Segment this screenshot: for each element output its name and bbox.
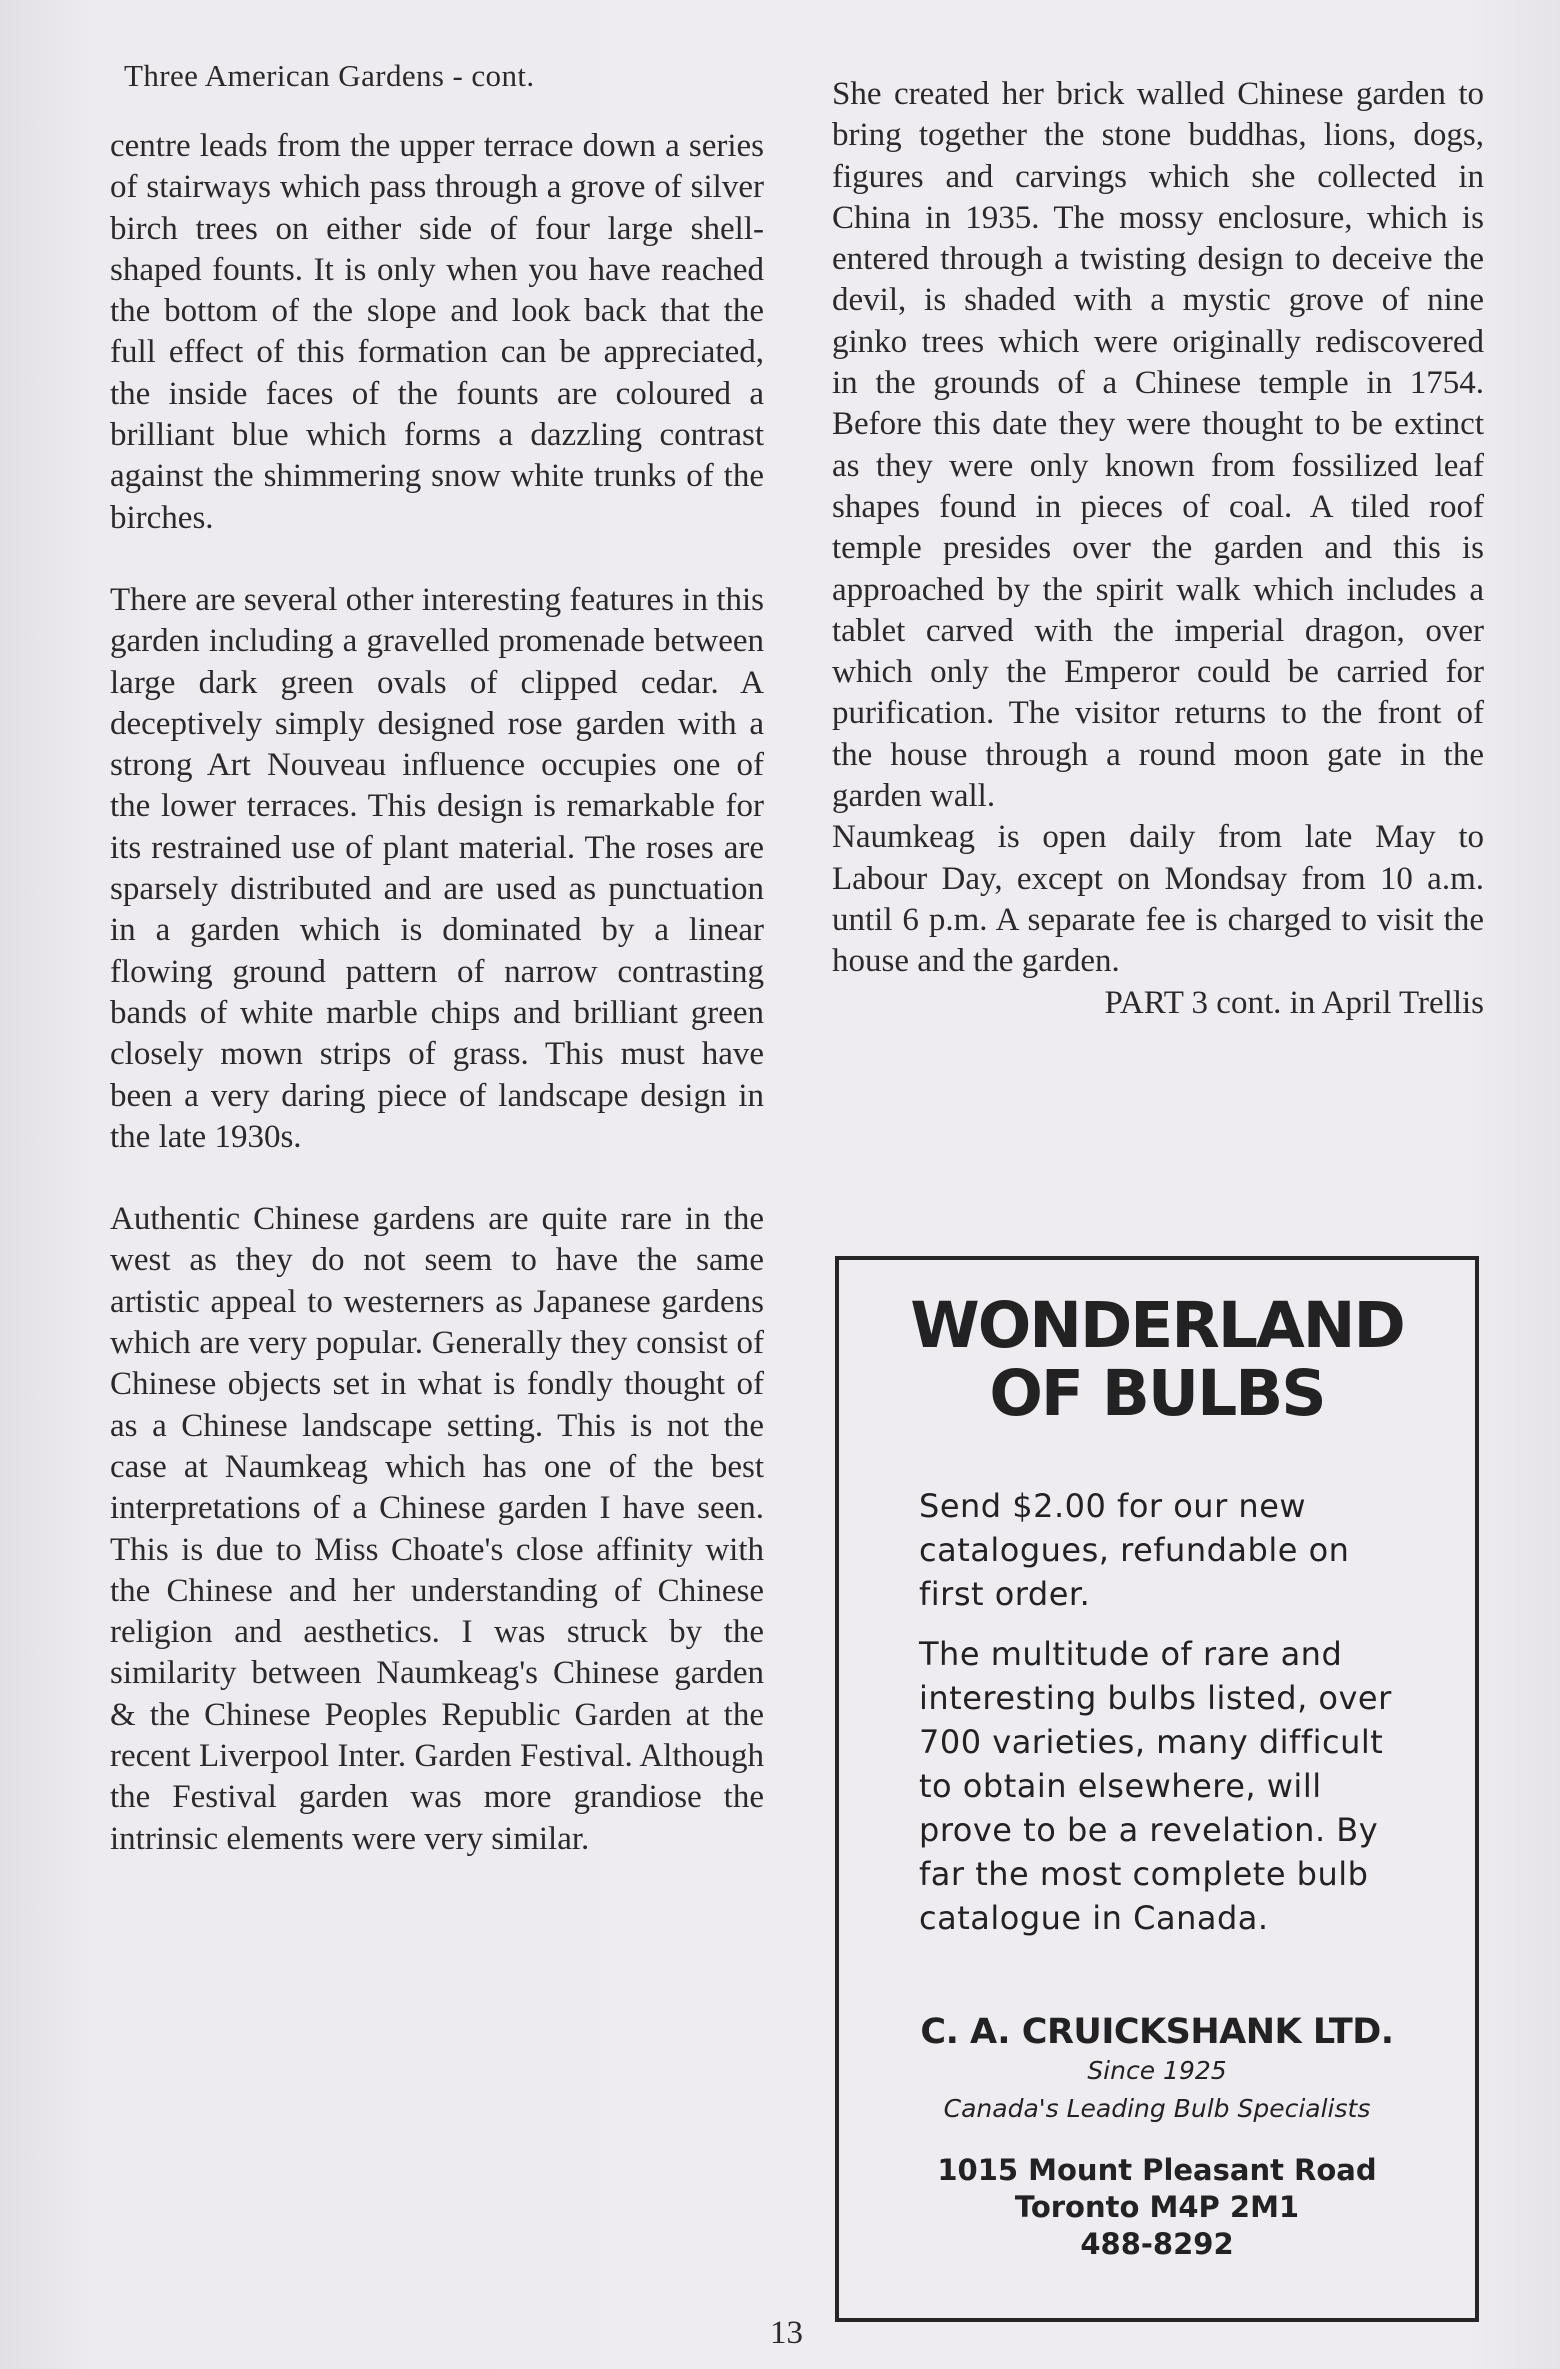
advertisement-box	[835, 1256, 1479, 2322]
ad-offer-text: Send $2.00 for our new catalogues, refundable on first order.	[919, 1487, 1350, 1613]
paragraph: Naumkeag is open daily from late May to Labour Day, except on Mondsay from 10 a.m. until 6 p.m. A separate fee is charged to visit the house and the garden.	[832, 819, 1484, 980]
phone-number: 488-8292	[1080, 2227, 1234, 2261]
paragraph: centre leads from the upper terrace down a series of stairways which pass through a grove of silver birch trees on either side of four large shell-shaped founts. It is only when you have reached the bottom of the slope and look back that the full effect of this formation can be appreciated, the inside faces of the founts are coloured a brilliant blue which forms a dazzling contrast against the shimmering snow white trunks of the birches.	[110, 128, 764, 536]
ad-title-line: OF BULBS	[989, 1357, 1325, 1430]
company-name: C. A. CRUICKSHANK LTD.	[920, 2012, 1394, 2052]
ad-title	[839, 1289, 1475, 1430]
paragraph: Authentic Chinese gardens are quite rare in the west as they do not seem to have the same artistic appeal to westerners as Japanese gardens which are very popular. Generally they consist of Chinese objects set in what is fondly thought of as a Chinese landscape setting. This is not the case at Naumkeag which has one of the best interpretations of a Chinese garden I have seen. This is due to Miss Choate's close affinity with the Chinese and her understanding of Chinese religion and aesthetics. I was struck by the similarity between Naumkeag's Chinese garden & the Chinese Peoples Republic Garden at the recent Liverpool Inter. Garden Festival. Although the Festival garden was more grandiose the intrinsic elements were very similar.	[110, 1201, 764, 1857]
right-column	[832, 74, 1484, 1024]
company-since: Since 1925	[1087, 2056, 1227, 2085]
company-specialty: Canada's Leading Bulb Specialists	[943, 2094, 1371, 2123]
paragraph: There are several other interesting features in this garden including a gravelled promenade between large dark green ovals of clipped cedar. A deceptively simply designed rose garden with a strong Art Nouveau influence occupies one of the lower terraces. This design is remarkable for its restrained use of plant material. The roses are sparsely distributed and are used as punctuation in a garden which is dominated by a linear flowing ground pattern of narrow contrasting bands of white marble chips and brilliant green closely mown strips of grass. This must have been a very daring piece of landscape design in the late 1930s.	[110, 581, 764, 1155]
address-line: Toronto M4P 2M1	[1014, 2190, 1300, 2224]
continued-note: PART 3 cont. in April Trellis	[1104, 984, 1484, 1021]
ad-body	[919, 1484, 1405, 1940]
left-column	[110, 58, 764, 1860]
page-number: 13	[770, 2315, 803, 2351]
paragraph: She created her brick walled Chinese garden to bring together the stone buddhas, lions, dogs, figures and carvings which she collected in China in 1935. The mossy enclosure, which is entered through a twisting design to deceive the devil, is shaded with a mystic grove of nine ginko trees which were originally rediscovered in the grounds of a Chinese temple in 1754. Before this date they were thought to be extinct as they were only known from fossilized leaf shapes found in pieces of coal. A tiled roof temple presides over the garden and this is approached by the spirit walk which includes a tablet carved with the imperial dragon, over which only the Emperor could be carried for purification. The visitor returns to the front of the house through a round moon gate in the garden wall.	[832, 76, 1484, 815]
company-address	[839, 2152, 1475, 2263]
address-line: 1015 Mount Pleasant Road	[937, 2153, 1377, 2187]
ad-title-line: WONDERLAND	[910, 1289, 1404, 1362]
ad-description-text: The multitude of rare and interesting bulbs listed, over 700 varieties, many difficult to obtain elsewhere, will prove to be a revelation. By far the most complete bulb catalogue in Canada.	[919, 1635, 1392, 1937]
article-header: Three American Gardens - cont.	[124, 58, 535, 93]
